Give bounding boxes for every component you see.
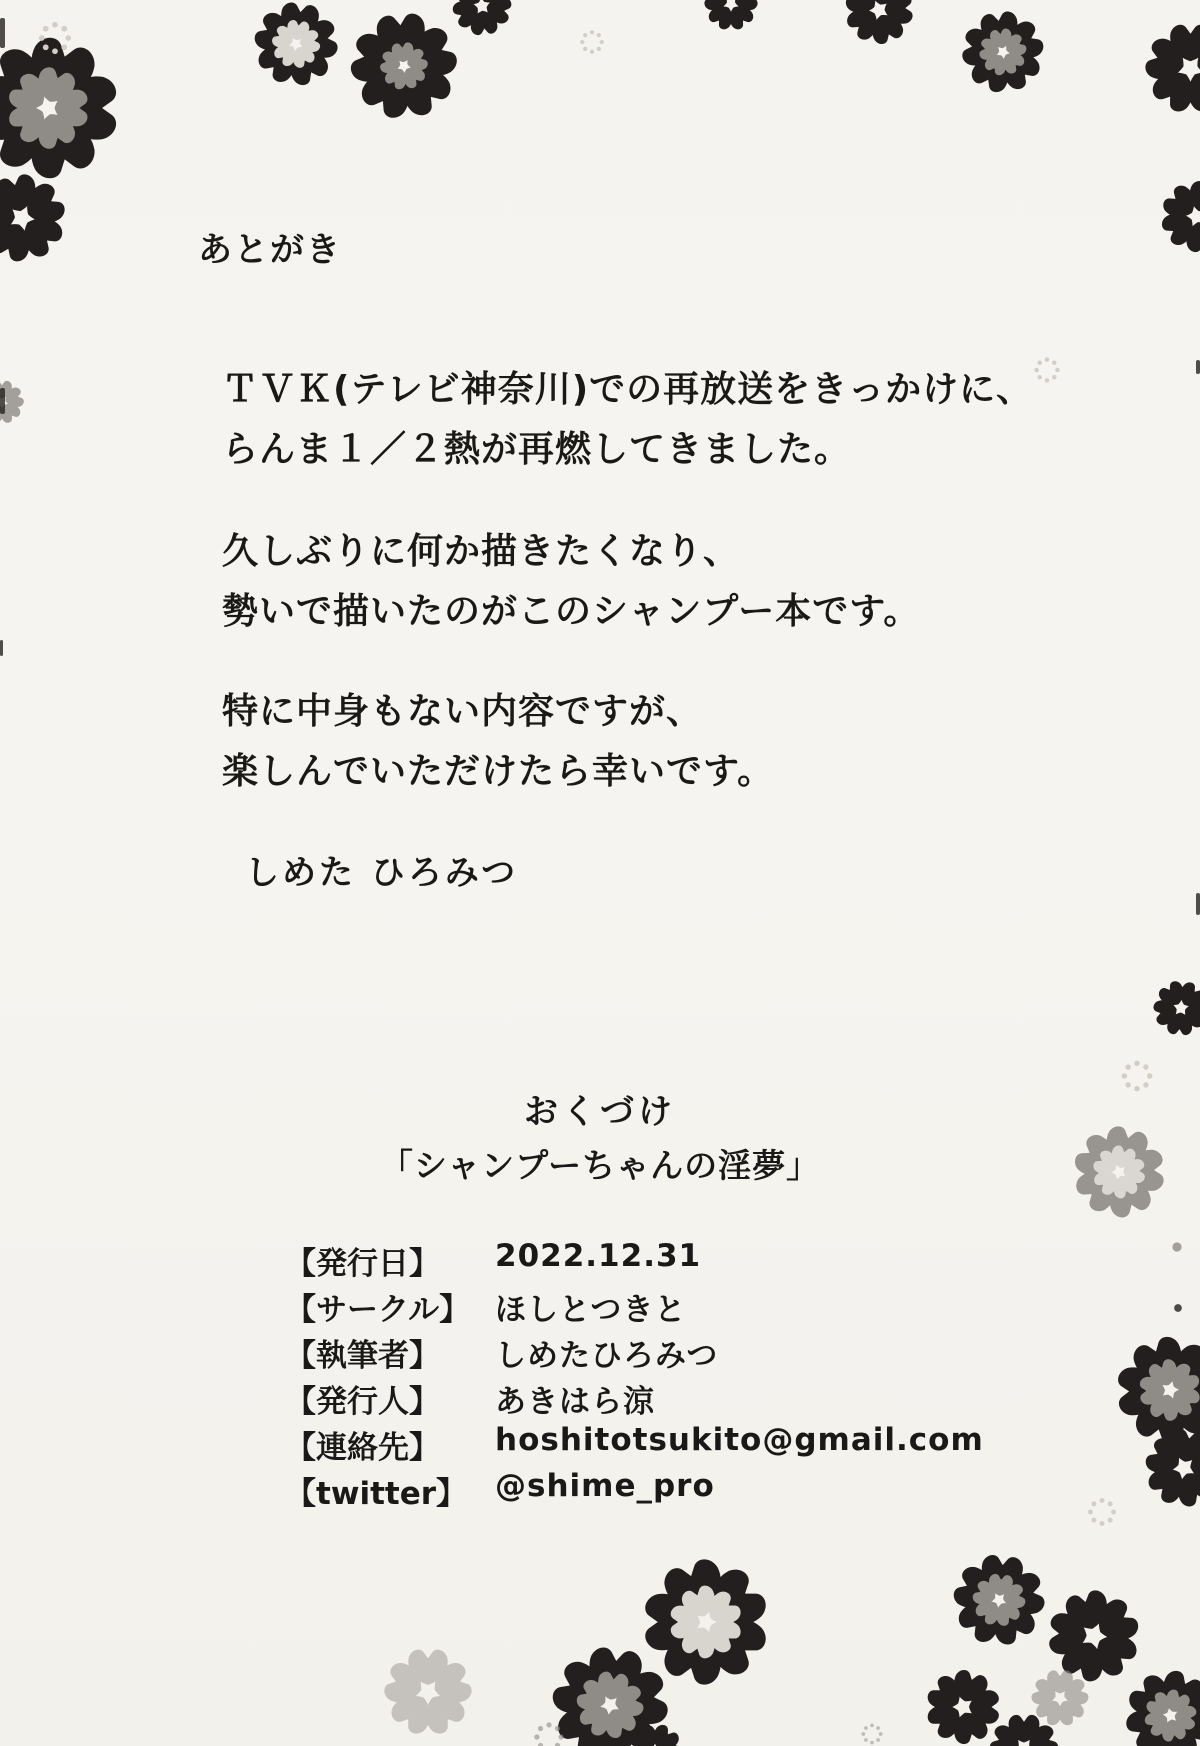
scan-edge-mark xyxy=(0,640,3,656)
colophon-row xyxy=(285,1422,984,1468)
colophon-value: ほしとつきと xyxy=(495,1292,687,1328)
sakura-dots-icon xyxy=(1029,352,1065,388)
colophon-label: 【執筆者】 xyxy=(285,1338,440,1374)
paragraph-1 xyxy=(222,360,1033,480)
sakura-dots-icon xyxy=(857,1719,887,1746)
sakura-icon xyxy=(625,1722,685,1746)
sakura-icon xyxy=(1114,1334,1200,1446)
sakura-icon xyxy=(960,9,1046,95)
paragraph-line: 特に中身もない内容ですが、 xyxy=(222,691,704,732)
sakura-icon xyxy=(1030,1668,1090,1728)
sakura-icon xyxy=(703,0,759,32)
colophon-table xyxy=(285,1238,984,1514)
colophon-row xyxy=(285,1376,984,1422)
sakura-dots-icon xyxy=(1082,1492,1122,1532)
colophon-value: 2022.12.31 xyxy=(495,1238,702,1274)
colophon-heading: おくづけ xyxy=(524,1092,676,1132)
colophon-label: 【サークル】 xyxy=(285,1292,471,1328)
paragraph-line: 勢いで描いたのがこのシャンプー本です。 xyxy=(222,591,921,632)
colophon-value: あきはら涼 xyxy=(495,1384,655,1420)
sakura-icon xyxy=(1123,1668,1200,1746)
paragraph-3 xyxy=(222,682,774,802)
colophon-value: しめたひろみつ xyxy=(495,1338,719,1374)
paragraph-2 xyxy=(222,522,920,642)
colophon-value: hoshitotsukito@gmail.com xyxy=(495,1422,984,1458)
sakura-icon xyxy=(1143,1427,1200,1509)
sakura-icon xyxy=(348,10,460,122)
book-title: 「シャンプーちゃんの淫夢」 xyxy=(379,1146,821,1185)
sakura-icon xyxy=(0,379,25,425)
sakura-icon xyxy=(0,34,122,182)
colophon-row xyxy=(285,1284,984,1330)
sakura-dots-icon xyxy=(1171,1241,1183,1253)
scan-edge-mark xyxy=(0,18,5,48)
sakura-icon xyxy=(988,1712,1060,1746)
sakura-icon xyxy=(843,0,915,46)
sakura-dots-icon xyxy=(32,15,78,61)
sakura-icon xyxy=(951,1552,1047,1648)
scan-edge-mark xyxy=(1196,893,1200,915)
sakura-icon xyxy=(451,0,513,37)
afterword-title: あとがき xyxy=(198,230,342,270)
sakura-dots-icon xyxy=(528,1716,570,1746)
paragraph-line: 久しぶりに何か描きたくなり、 xyxy=(222,531,741,572)
sakura-icon xyxy=(924,1668,1002,1746)
sakura-icon xyxy=(252,0,340,88)
sakura-icon xyxy=(0,172,68,264)
colophon-row xyxy=(285,1238,984,1284)
colophon-label: 【発行人】 xyxy=(285,1384,440,1420)
colophon-label: 【発行日】 xyxy=(285,1246,440,1282)
sakura-dots-icon xyxy=(575,25,609,59)
colophon-value: @shime_pro xyxy=(495,1468,715,1504)
sakura-dots-icon xyxy=(1173,1303,1183,1313)
colophon-label: 【twitter】 xyxy=(285,1476,468,1512)
sakura-icon xyxy=(1152,979,1200,1037)
author-signature: しめた ひろみつ xyxy=(245,853,519,893)
colophon-row xyxy=(285,1468,984,1514)
colophon-row xyxy=(285,1330,984,1376)
sakura-icon xyxy=(382,1646,474,1738)
scan-edge-mark xyxy=(1196,360,1200,374)
sakura-icon xyxy=(1143,21,1200,116)
paragraph-line: ＴＶＫ(テレビ神奈川)での再放送をきっかけに、 xyxy=(222,369,1034,410)
paragraph-line: らんま１／２熱が再燃してきました。 xyxy=(222,429,852,470)
sakura-icon xyxy=(1159,179,1200,254)
sakura-icon xyxy=(1046,1588,1142,1684)
scan-edge-mark xyxy=(0,388,5,414)
colophon-label: 【連絡先】 xyxy=(285,1430,440,1466)
sakura-icon xyxy=(640,1556,772,1688)
sakura-icon xyxy=(549,1644,671,1746)
paragraph-line: 楽しんでいただけたら幸いです。 xyxy=(222,751,775,792)
